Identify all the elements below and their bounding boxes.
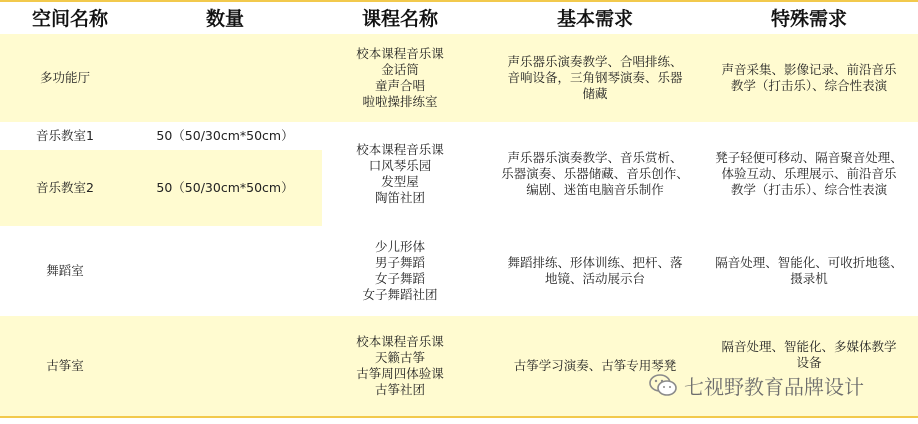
course-item: 女子舞蹈社团 <box>362 287 438 302</box>
quantity-music-room-1: 50（50/30cm*50cm） <box>156 128 294 143</box>
text-line: 音响设备，三角钢琴演奏、乐器 <box>507 70 683 85</box>
watermark-text: 七视野教育品牌设计 <box>684 374 864 399</box>
course-item: 女子舞蹈 <box>374 271 425 286</box>
courses-music-rooms <box>310 130 490 218</box>
table-bottom-border <box>0 416 918 418</box>
text-line: 隔音处理、智能化、可收折地毯、 <box>715 255 903 270</box>
text-line: 乐器演奏、乐器储藏、音乐创作、 <box>501 166 689 181</box>
course-item: 陶笛社团 <box>374 190 425 205</box>
space-guzheng-room: 古筝室 <box>46 358 84 373</box>
course-item: 男子舞蹈 <box>374 255 425 270</box>
text-line: 编剧、迷笛电脑音乐制作 <box>526 182 664 197</box>
course-item: 天籁古筝 <box>374 350 425 365</box>
header-quantity: 数量 <box>205 7 244 30</box>
header-basic-needs: 基本需求 <box>556 7 633 30</box>
basic-needs-dance <box>490 226 700 316</box>
special-needs-music-rooms <box>700 130 918 218</box>
text-line: 教学（打击乐）、综合性表演 <box>730 78 888 93</box>
course-item: 童声合唱 <box>374 78 425 93</box>
course-item: 校本课程音乐课 <box>356 334 444 349</box>
text-line: 古筝学习演奏、古筝专用琴凳 <box>513 358 677 373</box>
space-music-room-1: 音乐教室1 <box>36 128 94 143</box>
basic-needs-music-rooms <box>490 130 700 218</box>
space-dance-room: 舞蹈室 <box>46 263 84 278</box>
course-item: 少儿形体 <box>374 239 425 254</box>
text-line: 教学（打击乐）、综合性表演 <box>730 182 888 197</box>
course-item: 校本课程音乐课 <box>356 142 444 157</box>
header-course-name: 课程名称 <box>361 7 438 30</box>
watermark <box>648 368 908 402</box>
text-line: 体验互动、乐理展示、前沿音乐 <box>721 166 897 181</box>
courses-guzheng <box>310 316 490 416</box>
course-item: 金话筒 <box>381 62 419 77</box>
text-line: 地镜、活动展示台 <box>544 271 645 286</box>
text-line: 声乐器乐演奏教学、合唱排练、 <box>507 54 683 69</box>
basic-needs-multipurpose <box>490 34 700 122</box>
special-needs-dance <box>700 226 918 316</box>
space-music-room-2: 音乐教室2 <box>36 180 94 195</box>
text-line: 设备 <box>796 355 822 370</box>
special-needs-multipurpose <box>700 34 918 122</box>
quantity-music-room-2: 50（50/30cm*50cm） <box>156 180 294 195</box>
wechat-icon <box>648 373 678 397</box>
header-special-needs: 特殊需求 <box>770 7 847 30</box>
course-item: 古筝周四体验课 <box>356 366 444 381</box>
course-item: 校本课程音乐课 <box>356 46 444 61</box>
text-line: 舞蹈排练、形体训练、把杆、落 <box>507 255 683 270</box>
text-line: 凳子轻便可移动、隔音聚音处理、 <box>715 150 903 165</box>
text-line: 隔音处理、智能化、多媒体教学 <box>721 339 897 354</box>
course-item: 发型屋 <box>381 174 419 189</box>
course-item: 口风琴乐园 <box>368 158 432 173</box>
text-line: 声音采集、影像记录、前沿音乐 <box>721 62 897 77</box>
courses-dance <box>310 226 490 316</box>
text-line: 声乐器乐演奏教学、音乐赏析、 <box>507 150 683 165</box>
space-multipurpose-hall: 多功能厅 <box>39 70 90 85</box>
header-space-name: 空间名称 <box>31 7 108 30</box>
course-item: 古筝社团 <box>374 382 425 397</box>
course-item: 啦啦操排练室 <box>362 94 438 109</box>
courses-multipurpose <box>310 34 490 122</box>
text-line: 摄录机 <box>790 271 828 286</box>
text-line: 储藏 <box>582 86 608 101</box>
